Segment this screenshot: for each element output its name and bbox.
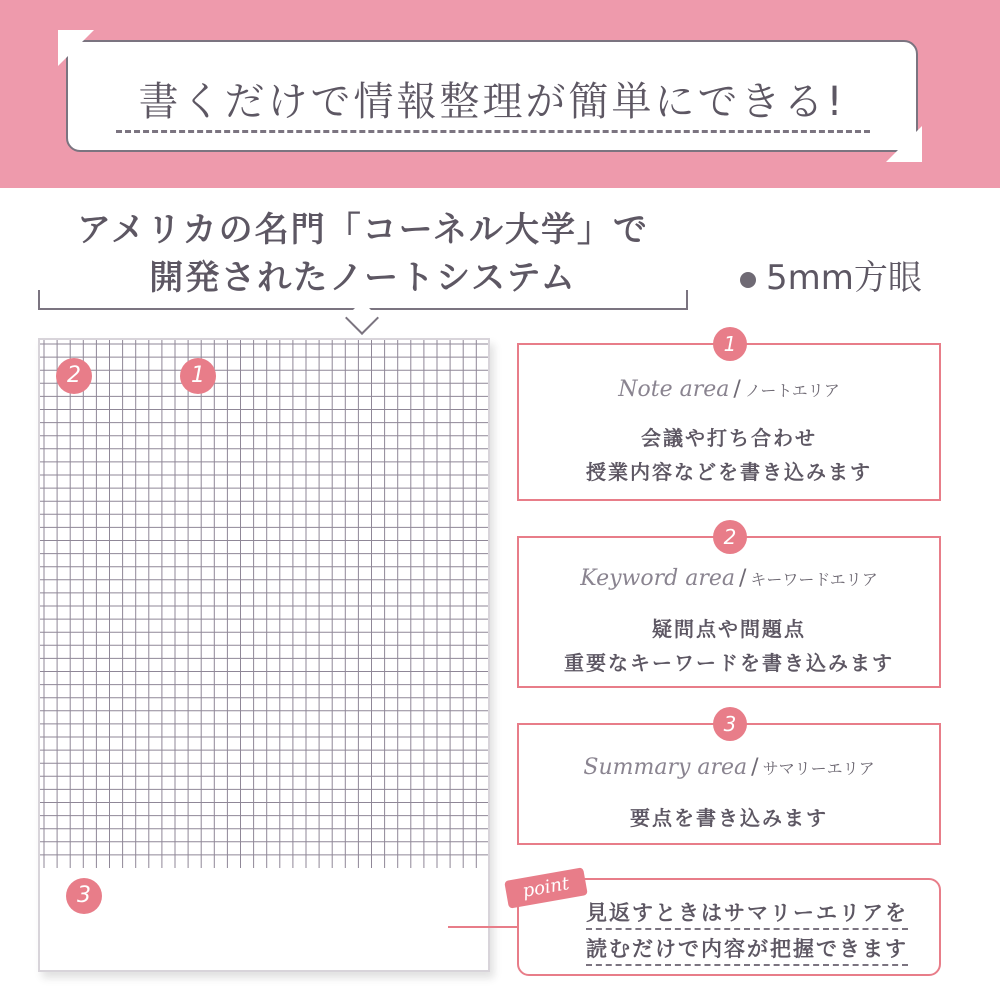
area-title: Note area / ノートエリア bbox=[618, 377, 840, 402]
area-title-script: Keyword area bbox=[580, 566, 735, 591]
headline-underline bbox=[116, 130, 870, 133]
point-tag: point bbox=[504, 867, 588, 908]
area-badge: 3 bbox=[713, 707, 747, 741]
notebook-badge-note: 1 bbox=[180, 358, 216, 394]
point-line-1: 見返すときはサマリーエリアを bbox=[577, 898, 917, 928]
notebook-page bbox=[38, 338, 490, 972]
notebook-badge-summary: 3 bbox=[66, 878, 102, 914]
intro-line-1: アメリカの名門「コーネル大学」で bbox=[77, 210, 649, 250]
area-description-line-2: 授業内容などを書き込みます bbox=[586, 460, 872, 484]
notebook-summary-area bbox=[40, 868, 488, 970]
point-line-2: 読むだけで内容が把握できます bbox=[577, 934, 917, 964]
summary-area-box bbox=[517, 712, 941, 845]
headline-card bbox=[66, 40, 918, 152]
area-badge: 1 bbox=[713, 327, 747, 361]
area-description-line-1: 会議や打ち合わせ bbox=[641, 426, 817, 450]
area-title-script: Summary area bbox=[583, 755, 748, 780]
card-corner-fold-top-left bbox=[58, 30, 94, 66]
intro-subtitle bbox=[38, 206, 688, 302]
card-corner-fold-bottom-right bbox=[886, 126, 922, 162]
area-title-jp: ノートエリア bbox=[744, 381, 840, 400]
summary-pointer-line bbox=[448, 926, 518, 928]
area-title: Keyword area / キーワードエリア bbox=[580, 566, 878, 591]
area-title-jp: キーワードエリア bbox=[750, 570, 878, 589]
bullet-icon bbox=[740, 272, 756, 288]
notebook-badge-keyword: 2 bbox=[56, 358, 92, 394]
area-title: Summary area / サマリーエリア bbox=[583, 755, 875, 780]
area-description-line-1: 疑問点や問題点 bbox=[652, 617, 806, 641]
area-badge: 2 bbox=[713, 520, 747, 554]
grid-spec bbox=[740, 250, 922, 299]
headline: 書くだけで情報整理が簡単にできる! bbox=[138, 79, 846, 125]
keyword-area-box bbox=[517, 525, 941, 688]
area-title-script: Note area bbox=[618, 377, 730, 402]
note-area-box bbox=[517, 332, 941, 501]
area-description-line-2: 重要なキーワードを書き込みます bbox=[564, 651, 894, 675]
graph-grid bbox=[40, 340, 488, 868]
area-title-jp: サマリーエリア bbox=[762, 759, 875, 778]
intro-line-2: 開発されたノートシステム bbox=[149, 258, 577, 298]
grid-spec-text: 5mm方眼 bbox=[766, 258, 922, 298]
area-description-line-1: 要点を書き込みます bbox=[630, 806, 828, 830]
